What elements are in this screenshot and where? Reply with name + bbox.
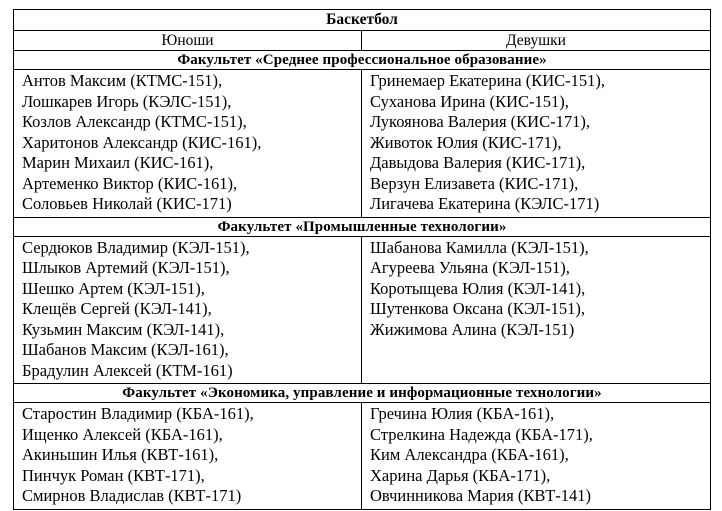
list-item: Суханова Ирина (КИС-151), <box>370 91 569 111</box>
list-item: Лукоянова Валерия (КИС-171), <box>370 112 590 131</box>
list-item: Марин Михаил (КИС-161), <box>22 153 214 172</box>
list-item: Животок Юлия (КИС-171), <box>370 132 562 152</box>
list-item: Стрелкина Надежда (КБА-171), <box>370 424 593 444</box>
faculty-title: Факультет «Промышленные технологии» <box>14 217 711 236</box>
roster-body <box>14 10 711 510</box>
list-item: Смирнов Владислав (КВТ-171) <box>22 486 242 505</box>
section-row-economics <box>14 403 711 510</box>
list-item: Артеменко Виктор (КИС-161), <box>22 173 238 193</box>
list-item: Давыдова Валерия (КИС-171), <box>370 153 586 172</box>
list-item: Ищенко Алексей (КБА-161), <box>22 424 223 444</box>
list-item: Пинчук Роман (КВТ-171), <box>22 465 205 485</box>
girls-list <box>362 236 711 384</box>
section-row-spo <box>14 70 711 218</box>
faculty-title: Факультет «Среднее профессиональное образование» <box>14 51 711 70</box>
faculty-row-economics <box>14 384 711 403</box>
list-item: Клещёв Сергей (КЭЛ-141), <box>22 299 212 318</box>
column-header-row <box>14 31 711 51</box>
column-header-boys: Юноши <box>14 31 362 51</box>
list-item: Харитонов Александр (КИС-161), <box>22 132 262 152</box>
sport-title: Баскетбол <box>14 10 711 31</box>
boys-list <box>14 70 362 218</box>
list-item: Агуреева Ульяна (КЭЛ-151), <box>370 258 570 277</box>
girls-list <box>362 403 711 510</box>
list-item: Шлыков Артемий (КЭЛ-151), <box>22 258 230 277</box>
list-item: Антов Максим (КТМС-151), <box>22 71 223 90</box>
girls-list <box>362 70 711 218</box>
faculty-row-industrial <box>14 217 711 236</box>
section-row-industrial <box>14 236 711 384</box>
list-item: Кузьмин Максим (КЭЛ-141), <box>22 319 225 339</box>
list-item: Шабанов Максим (КЭЛ-161), <box>22 340 229 359</box>
list-item: Шутенкова Оксана (КЭЛ-151), <box>370 299 585 318</box>
list-item: Гречина Юлия (КБА-161), <box>370 404 555 423</box>
list-item: Сердюков Владимир (КЭЛ-151), <box>22 237 250 257</box>
list-item: Коротыщева Юлия (КЭЛ-141), <box>370 278 586 298</box>
list-item: Гринемаер Екатерина (КИС-151), <box>370 71 606 90</box>
list-item: Козлов Александр (КТМС-151), <box>22 112 247 131</box>
list-item: Лошкарев Игорь (КЭЛС-151), <box>22 91 232 111</box>
list-item: Овчинникова Мария (КВТ-141) <box>370 486 592 505</box>
title-row <box>14 10 711 31</box>
boys-list <box>14 236 362 384</box>
list-item: Акиньшин Илья (КВТ-161), <box>22 445 219 464</box>
team-roster-table <box>13 9 711 510</box>
list-item: Брадулин Алексей (КТМ-161) <box>22 360 233 380</box>
list-item: Лигачева Екатерина (КЭЛС-171) <box>370 194 600 213</box>
list-item: Старостин Владимир (КБА-161), <box>22 404 254 423</box>
boys-list <box>14 403 362 510</box>
list-item: Ким Александра (КБА-161), <box>370 445 569 464</box>
list-item: Харина Дарья (КБА-171), <box>370 465 551 485</box>
list-item: Верзун Елизавета (КИС-171), <box>370 173 579 193</box>
list-item: Шабанова Камилла (КЭЛ-151), <box>370 237 589 257</box>
list-item: Жижимова Алина (КЭЛ-151) <box>370 319 575 339</box>
list-item: Соловьев Николай (КИС-171) <box>22 194 232 213</box>
faculty-row-spo <box>14 51 711 70</box>
faculty-title: Факультет «Экономика, управление и информационные технологии» <box>14 384 711 403</box>
column-header-girls: Девушки <box>362 31 711 51</box>
list-item: Шешко Артем (КЭЛ-151), <box>22 278 205 298</box>
